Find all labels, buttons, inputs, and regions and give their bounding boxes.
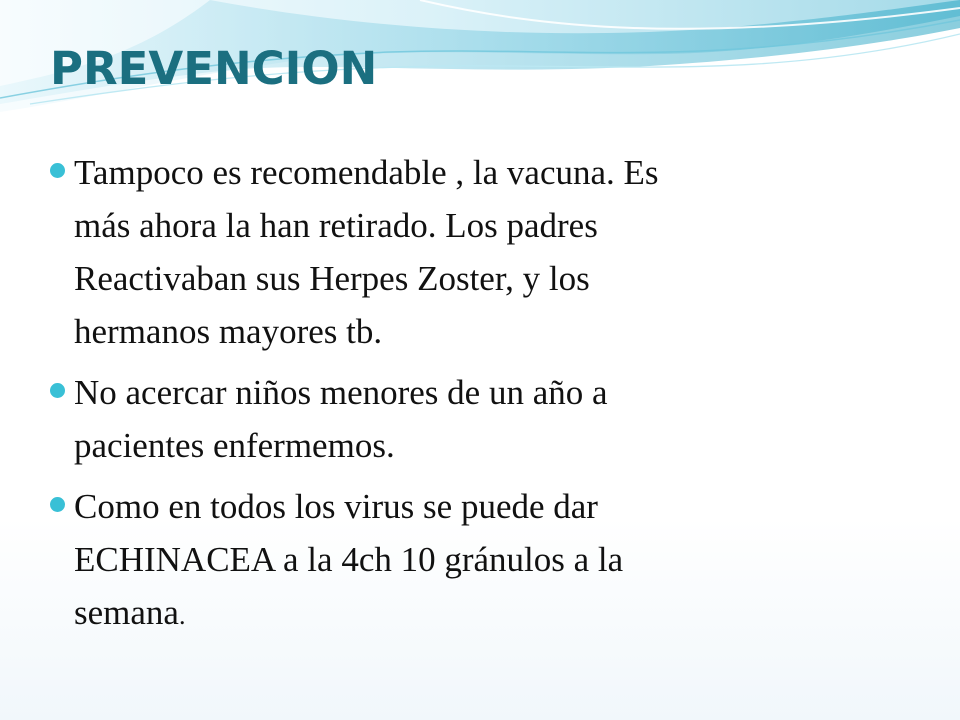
- bullet-text: No acercar niños menores de un año a pacientes enfermemos.: [74, 373, 608, 465]
- bullet-item: [48, 366, 908, 472]
- bullet-item: [48, 480, 908, 642]
- bullet-icon: [50, 497, 65, 512]
- bullet-icon: [50, 383, 65, 398]
- bullet-text-main: Como en todos los virus se puede dar ECHINACEA a la 4ch 10 gránulos a la semana: [74, 487, 624, 632]
- bullet-list: [48, 146, 908, 650]
- bullet-item: [48, 146, 908, 358]
- bullet-text-tail: .: [178, 601, 186, 630]
- bullet-text: Tampoco es recomendable , la vacuna. Es más ahora la han retirado. Los padres Reactivaban sus Herpes Zoster, y los hermanos mayores tb.: [74, 153, 659, 351]
- slide-title: PREVENCION: [50, 42, 378, 95]
- bullet-icon: [50, 163, 65, 178]
- bullet-text: [74, 480, 908, 642]
